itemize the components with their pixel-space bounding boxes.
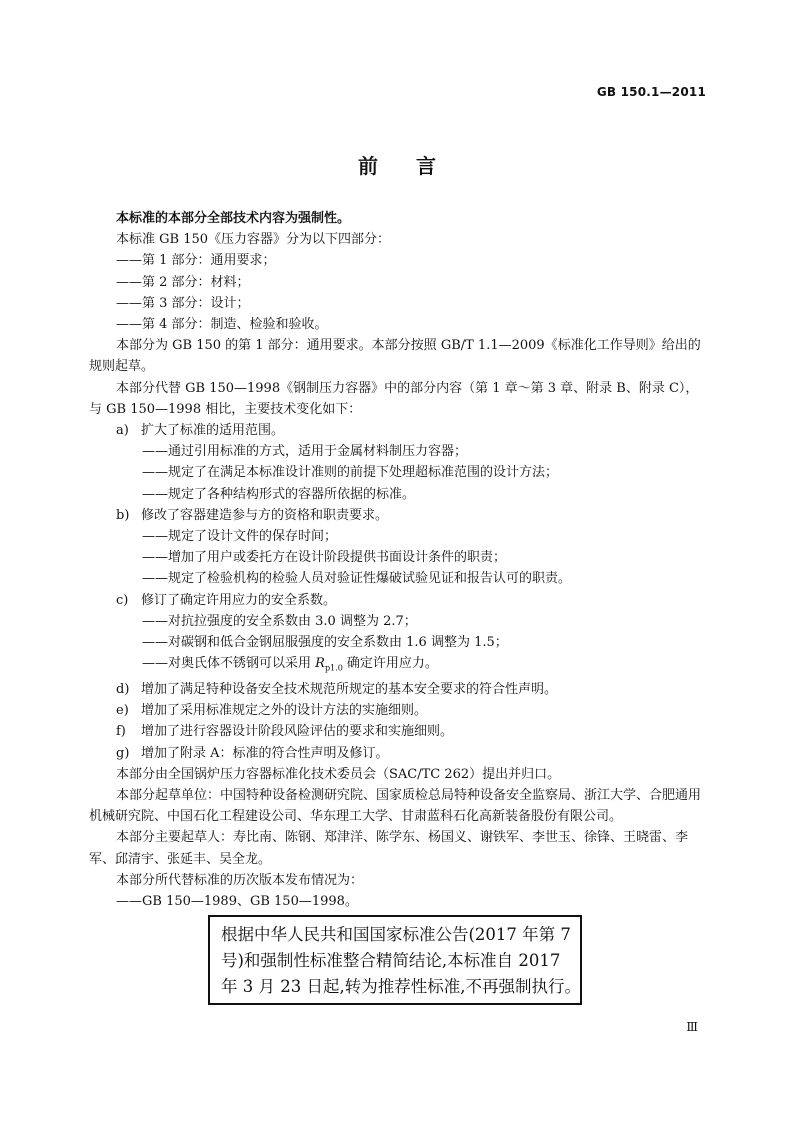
- change-item-g: [89, 743, 707, 764]
- part-item-1: ——第 1 部分：通用要求；: [116, 253, 276, 269]
- change-label-d: d): [116, 682, 130, 698]
- change-text-b: 修改了容器建造参与方的资格和职责要求。: [141, 507, 389, 523]
- part-item-2: ——第 2 部分：材料；: [116, 274, 250, 290]
- change-item-f: [89, 721, 707, 742]
- drafting-units-paragraph: 本部分起草单位：中国特种设备检测研究院、国家质检总局特种设备安全监察局、浙江大学、合肥通用机械研究院、中国石化工程建设公司、华东理工大学、甘肃蓝科石化高新装备股份有限公司。: [89, 788, 702, 825]
- change-text-a: 扩大了标准的适用范围。: [141, 423, 285, 439]
- change-text-g: 增加了附录 A：标准的符合性声明及修订。: [141, 745, 389, 761]
- change-b-sub-3: ——规定了检验机构的检验人员对验证性爆破试验见证和报告认可的职责。: [142, 571, 572, 587]
- part-item-4: ——第 4 部分：制造、检验和验收。: [116, 317, 328, 333]
- change-text-d: 增加了满足特种设备安全技术规范所规定的基本安全要求的符合性声明。: [141, 682, 558, 698]
- change-a-sub-2: ——规定了在满足本标准设计准则的前提下处理超标准范围的设计方法；: [142, 465, 559, 481]
- part-item-3: ——第 3 部分：设计；: [116, 295, 250, 311]
- status-notice-box: [208, 915, 582, 1005]
- parts-intro: 本标准 GB 150《压力容器》分为以下四部分：: [116, 232, 391, 248]
- change-label-b: b): [116, 507, 130, 523]
- title-part-1: 前: [358, 154, 378, 178]
- stress-symbol: R: [315, 656, 325, 672]
- change-label-g: g): [116, 745, 130, 761]
- change-c-sub-2: ——对碳钢和低合金钢屈服强度的安全系数由 1.6 调整为 1.5；: [142, 635, 508, 651]
- history-item: ——GB 150—1989、GB 150—1998。: [116, 894, 358, 910]
- change-text-c: 修订了确定许用应力的安全系数。: [141, 592, 337, 608]
- change-c-sub-1: ——对抗拉强度的安全系数由 3.0 调整为 2.7；: [142, 613, 417, 629]
- change-label-f: f): [116, 724, 126, 740]
- change-label-e: e): [116, 703, 129, 719]
- change-item-e: [89, 700, 707, 721]
- change-label-a: a): [116, 423, 129, 439]
- change-c-sub-3: [89, 653, 707, 679]
- standard-code: GB 150.1—2011: [596, 85, 706, 99]
- drafters-paragraph: 本部分主要起草人：寿比南、陈钢、郑津洋、陈学东、杨国义、谢铁军、李世玉、徐锋、王晓雷、李军、邱清宇、张延丰、吴全龙。: [89, 830, 689, 867]
- history-intro: 本部分所代替标准的历次版本发布情况为：: [116, 872, 364, 888]
- change-b-sub-2: ——增加了用户或委托方在设计阶段提供书面设计条件的职责；: [142, 550, 507, 566]
- change-text-f: 增加了进行容器设计阶段风险评估的要求和实施细则。: [141, 724, 454, 740]
- change-a-sub-1: ——通过引用标准的方式，适用于金属材料制压力容器；: [142, 444, 468, 460]
- notice-line-1: 根据中华人民共和国国家标准公告(2017 年第 7: [221, 925, 571, 944]
- foreword-body: [89, 208, 707, 912]
- change-item-d: [89, 679, 707, 700]
- stress-symbol-subscript: p1.0: [324, 663, 343, 673]
- mandatory-statement: 本标准的本部分全部技术内容为强制性。: [116, 211, 351, 226]
- change-label-c: c): [116, 592, 129, 608]
- change-item-a: [89, 420, 707, 441]
- title-part-2: 言: [416, 154, 436, 178]
- change-c-sub-3-post: 确定许用应力。: [342, 656, 438, 672]
- notice-line-2: 号)和强制性标准整合精简结论,本标准自 2017: [221, 951, 561, 970]
- replacement-paragraph: 本部分代替 GB 150—1998《钢制压力容器》中的部分内容（第 1 章～第 3 章、附录 B、附录 C），与 GB 150—1998 相比，主要技术变化如下：: [89, 380, 699, 417]
- page-title: [0, 150, 794, 179]
- change-item-b: [89, 505, 707, 526]
- proposer-paragraph: 本部分由全国锅炉压力容器标准化技术委员会（SAC/TC 262）提出并归口。: [116, 766, 561, 782]
- page-number: Ⅲ: [686, 1020, 698, 1034]
- change-text-e: 增加了采用标准规定之外的设计方法的实施细则。: [141, 703, 428, 719]
- change-b-sub-1: ——规定了设计文件的保存时间；: [142, 529, 338, 545]
- drafting-rules-paragraph: 本部分为 GB 150 的第 1 部分：通用要求。本部分按照 GB/T 1.1—2009《标准化工作导则》给出的规则起草。: [89, 338, 701, 375]
- notice-line-3: 年 3 月 23 日起,转为推荐性标准,不再强制执行。: [221, 977, 581, 996]
- change-item-c: [89, 590, 707, 611]
- change-a-sub-3: ——规定了各种结构形式的容器所依据的标准。: [142, 486, 416, 502]
- change-c-sub-3-pre: ——对奥氏体不锈钢可以采用: [142, 656, 316, 672]
